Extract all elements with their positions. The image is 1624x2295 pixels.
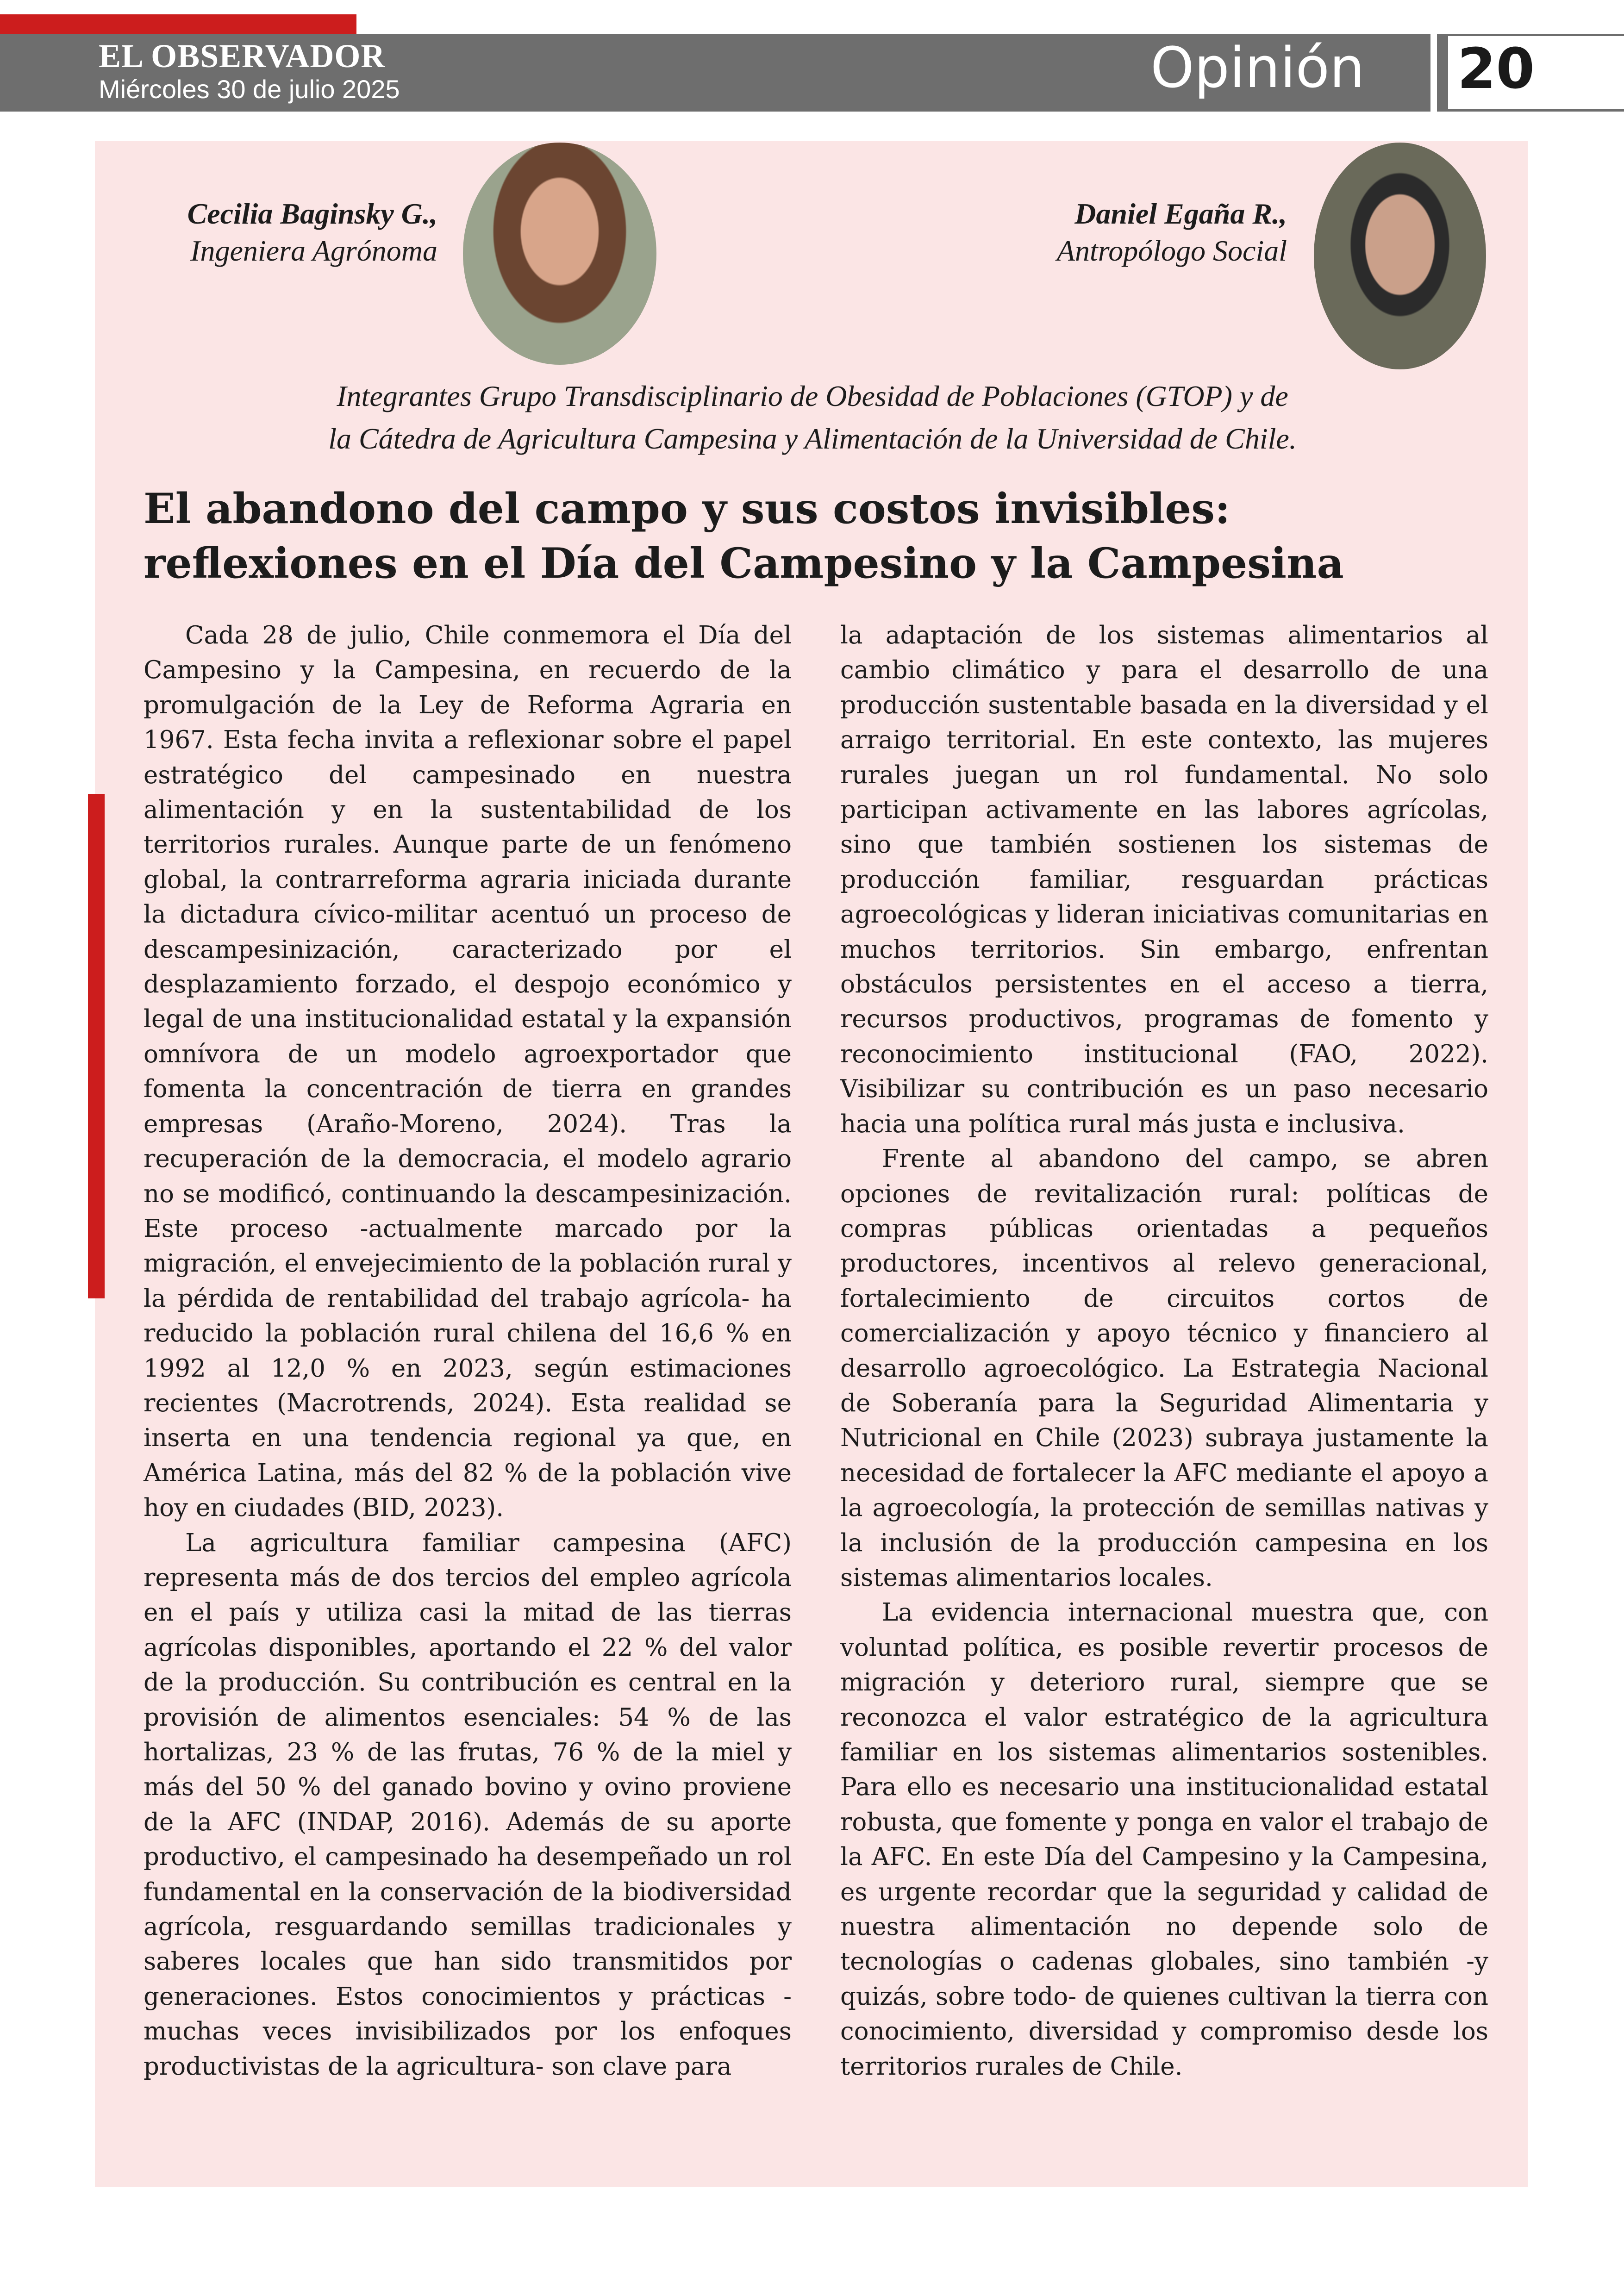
- headline-line: reflexiones en el Día del Campesino y la Campesina: [144, 539, 1344, 588]
- section-title: Opinión: [1150, 36, 1365, 100]
- author-byline-2: [880, 195, 1287, 269]
- article-headline: [144, 481, 1440, 591]
- headline-line: El abandono del campo y sus costos invisibles:: [144, 484, 1230, 533]
- article-column-right: [840, 618, 1488, 2084]
- article-paragraph: Frente al abandono del campo, se abren opciones de revitalización rural: políticas de compras públicas orientadas a pequeños productores, incentivos al relevo generacional, fortalecimiento de circuitos cortos de comercialización y apoyo técnico y financiero al desarrollo agroecológico. La Estrategia Nacional de Soberanía para la Seguridad Alimentaria y Nutricional en Chile (2023) subraya justamente la necesidad de fortalecer la AFC mediante el apoyo a la agroecología, la protección de semillas nativas y la inclusión de la producción campesina en los sistemas alimentarios locales.: [840, 1145, 1488, 1592]
- affiliation-line: la Cátedra de Agricultura Campesina y Alimentación de la Universidad de Chile.: [328, 422, 1297, 455]
- author-role: Ingeniera Agrónoma: [190, 234, 437, 267]
- author-byline-1: [93, 195, 437, 269]
- author-role: Antropólogo Social: [1056, 234, 1287, 267]
- page-number-divider: [1430, 34, 1437, 112]
- page-number: 20: [1457, 37, 1535, 101]
- author-name: Cecilia Baginsky G.,: [187, 197, 437, 230]
- article-paragraph: Cada 28 de julio, Chile conmemora el Día del Campesino y la Campesina, en recuerdo de la promulgación de la Ley de Reforma Agraria en 1967. Esta fecha invita a reflexionar sobre el papel estratégico del campesinado en nuestra alimentación y en la sustentabilidad de los territorios rurales. Aunque parte de un fenómeno global, la contrarreforma agraria iniciada durante la dictadura cívico-militar acentuó un proceso de descampesinización, caracterizado por el desplazamiento forzado, el despojo económico y legal de una institucionalidad estatal y la expansión omnívora de un modelo agroexportador que fomenta la concentración de tierra en grandes empresas (Araño-Moreno, 2024). Tras la recuperación de la democracia, el modelo agrario no se modificó, continuando la descampesinización. Este proceso -actualmente marcado por la migración, el envejecimiento de la población rural y la pérdida de rentabilidad del trabajo agrícola- ha reducido la población rural chilena del 16,6 % en 1992 al 12,0 % en 2023, según estimaciones recientes (Macrotrends, 2024). Esta realidad se inserta en una tendencia regional ya que, en América Latina, más del 82 % de la población vive hoy en ciudades (BID, 2023).: [144, 621, 792, 1522]
- article-paragraph: La evidencia internacional muestra que, con voluntad política, es posible revertir procesos de migración y deterioro rural, siempre que se reconozca el valor estratégico de la agricultura familiar en los sistemas alimentarios sostenibles. Para ello es necesario una institucionalidad estatal robusta, que fomente y ponga en valor el trabajo de la AFC. En este Día del Campesino y la Campesina, es urgente recordar que la seguridad y calidad de nuestra alimentación no depende solo de tecnologías o cadenas globales, sino también -y quizás, sobre todo- de quienes cultivan la tierra con conocimiento, diversidad y compromiso desde los territorios rurales de Chile.: [840, 1598, 1488, 2081]
- newspaper-name: EL OBSERVADOR: [99, 37, 386, 75]
- article-paragraph: la adaptación de los sistemas alimentarios al cambio climático y para el desarrollo de una producción sustentable basada en la diversidad y el arraigo territorial. En este contexto, las mujeres rurales juegan un rol fundamental. No solo participan activamente en las labores agrícolas, sino que también sostienen los sistemas de producción familiar, resguardan prácticas agroecológicas y lideran iniciativas comunitarias en muchos territorios. Sin embargo, enfrentan obstáculos persistentes en el acceso a tierra, recursos productivos, programas de fomento y reconocimiento institucional (FAO, 2022). Visibilizar su contribución es un paso necesario hacia una política rural más justa e inclusiva.: [840, 621, 1488, 1138]
- affiliation-line: Integrantes Grupo Transdisciplinario de Obesidad de Poblaciones (GTOP) y de: [337, 380, 1288, 412]
- article-column-left: [144, 618, 792, 2084]
- author-photo: [463, 143, 656, 365]
- author-affiliation: [176, 375, 1449, 460]
- author-name: Daniel Egaña R.,: [1074, 197, 1287, 230]
- issue-date: Miércoles 30 de julio 2025: [99, 75, 400, 104]
- author-photo: [1314, 143, 1486, 369]
- article-paragraph: La agricultura familiar campesina (AFC) representa más de dos tercios del empleo agrícola en el país y utiliza casi la mitad de las tierras agrícolas disponibles, aportando el 22 % del valor de la producción. Su contribución es central en la provisión de alimentos esenciales: 54 % de las hortalizas, 23 % de las frutas, 76 % de la miel y más del 50 % del ganado bovino y ovino proviene de la AFC (INDAP, 2016). Además de su aporte productivo, el campesinado ha desempeñado un rol fundamental en la conservación de la biodiversidad agrícola, resguardando semillas tradicionales y saberes locales que han sido transmitidos por generaciones. Estos conocimientos y prácticas -muchas veces invisibilizados por los enfoques productivistas de la agricultura- son clave para: [144, 1528, 792, 2081]
- side-accent-mark: [88, 794, 105, 1298]
- header-accent-bar: [0, 14, 356, 34]
